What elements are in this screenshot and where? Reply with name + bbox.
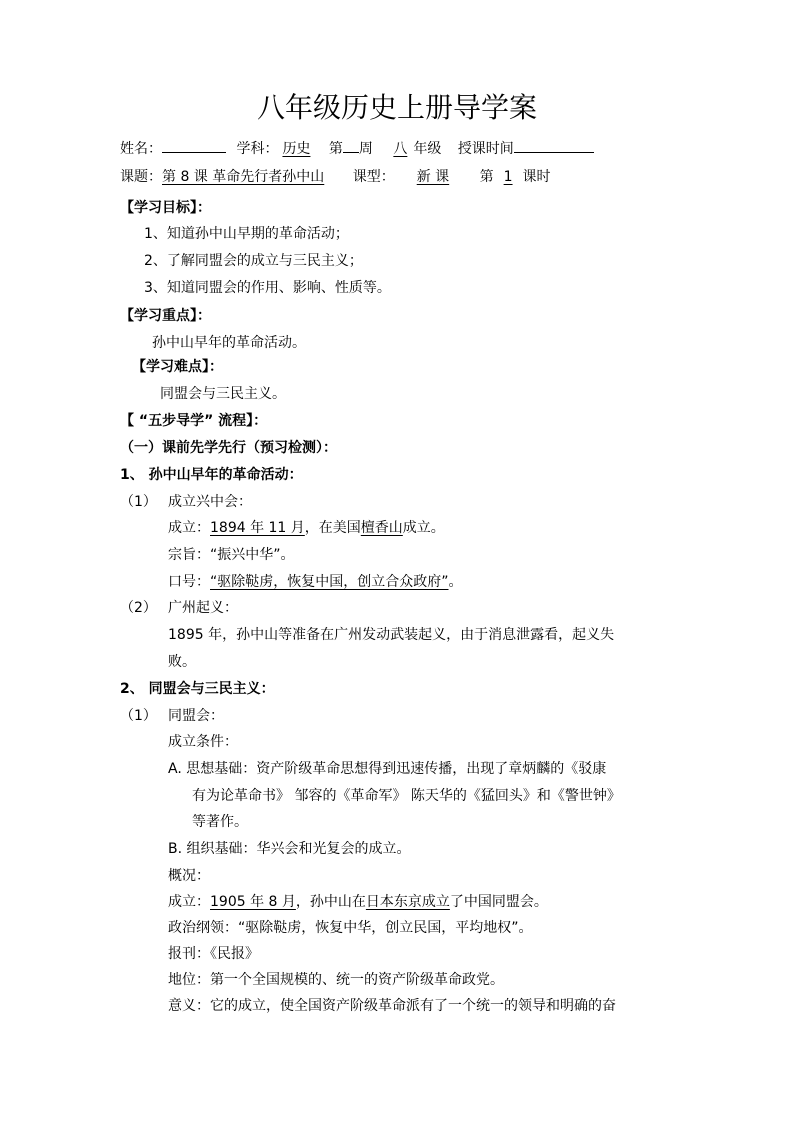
status-line: 地位：第一个全国规模的、统一的资产阶级革命政党。 <box>168 972 504 988</box>
slogan-end: 。 <box>448 574 463 590</box>
section2-heading: 2、 同盟会与三民主义： <box>120 681 275 697</box>
cond-label: 成立条件： <box>168 734 238 750</box>
section1-p2-line1: 1895 年，孙中山等准备在广州发动武装起义，由于消息泄露看，起义失 <box>168 627 615 643</box>
cond-a-line1: A. 思想基础：资产阶级革命思想得到迅速传播，出现了章炳麟的《驳康 <box>168 761 607 777</box>
found-end: 成立。 <box>402 520 445 536</box>
section1-p2-line2: 败。 <box>168 654 196 670</box>
overview-label: 概况： <box>168 868 210 884</box>
section1-p2-title: 广州起义： <box>168 600 238 616</box>
slogan-line <box>168 572 463 592</box>
section2-p1-num: （1） <box>120 708 157 724</box>
week-blank <box>343 136 359 153</box>
key-point-heading: 【学习重点】： <box>120 308 211 324</box>
flow-heading: 【 “五步导学” 流程】： <box>120 413 268 429</box>
est-mid: ，孙中山在 <box>295 894 366 910</box>
slogan-text: “驱除鞑虏，恢复中国，创立合众政府” <box>210 574 449 590</box>
key-point-text: 孙中山早年的革命活动。 <box>152 335 306 351</box>
subject-value: 历史 <box>282 141 311 157</box>
subject-label: 学科： <box>236 141 279 157</box>
section2-p1-title: 同盟会： <box>168 708 224 724</box>
hour-prefix: 第 <box>479 169 494 185</box>
goal-item: 3、知道同盟会的作用、影响、性质等。 <box>144 280 391 296</box>
difficulty-heading: 【学习难点】： <box>132 359 223 375</box>
cond-a-line2: 有为论革命书》 邹容的《革命军》 陈天华的《猛回头》和《警世钟》 <box>192 788 621 804</box>
section1-p2-num: （2） <box>120 600 157 616</box>
section1-heading: 1、 孙中山早年的革命活动： <box>120 467 303 483</box>
cond-b-line: B. 组织基础：华兴会和光复会的成立。 <box>168 841 411 857</box>
est-time: 1905 年 8 月 <box>210 894 296 910</box>
est-line <box>168 892 548 912</box>
found-line <box>168 518 445 538</box>
flow-step1: （一）课前先学先行（预习检测）： <box>120 440 337 456</box>
aim-line <box>168 545 295 565</box>
grade-value: 八 <box>393 141 408 157</box>
found-time: 1894 年 11 月 <box>210 520 305 536</box>
page-title: 八年级历史上册导学案 <box>256 91 537 124</box>
found-place: 檀香山 <box>360 520 403 536</box>
difficulty-text: 同盟会与三民主义。 <box>160 386 286 402</box>
name-label: 姓名： <box>120 141 162 157</box>
grade-suffix: 年级 <box>413 141 442 157</box>
cond-a-line3: 等著作。 <box>192 814 248 830</box>
slogan-label: 口号： <box>168 574 210 590</box>
aim-text: “振兴中华”。 <box>210 547 295 563</box>
name-blank <box>162 136 226 153</box>
goal-item: 1、知道孙中山早期的革命活动； <box>144 226 349 242</box>
found-label: 成立： <box>168 520 210 536</box>
est-label: 成立： <box>168 894 210 910</box>
type-label: 课型： <box>352 169 395 185</box>
hour-suffix: 课时 <box>522 169 551 185</box>
time-blank <box>514 136 594 153</box>
lesson-value: 第 8 课 革命先行者孙中山 <box>162 169 325 185</box>
est-end: 了中国同盟会。 <box>449 894 548 910</box>
lesson-line <box>120 167 551 187</box>
goals-heading: 【学习目标】： <box>120 200 211 216</box>
time-label: 授课时间 <box>457 141 514 157</box>
type-value: 新 课 <box>416 169 450 185</box>
week-suffix: 周 <box>358 141 373 157</box>
est-place: 日本东京成立 <box>365 894 450 910</box>
journal-line: 报刊：《民报》 <box>168 946 259 962</box>
meaning-line: 意义：它的成立，使全国资产阶级革命派有了一个统一的领导和明确的奋 <box>168 998 616 1014</box>
week-prefix: 第 <box>328 141 343 157</box>
hour-value: 1 <box>503 169 513 185</box>
header-line <box>120 136 594 159</box>
aim-label: 宗旨： <box>168 547 210 563</box>
section1-p1-title: 成立兴中会： <box>168 494 252 510</box>
program-line: 政治纲领：“驱除鞑虏，恢复中华，创立民国，平均地权”。 <box>168 920 533 936</box>
section1-p1-num: （1） <box>120 494 157 510</box>
found-mid: ，在美国 <box>304 520 361 536</box>
lesson-label: 课题： <box>120 169 162 185</box>
goal-item: 2、了解同盟会的成立与三民主义； <box>144 253 363 269</box>
